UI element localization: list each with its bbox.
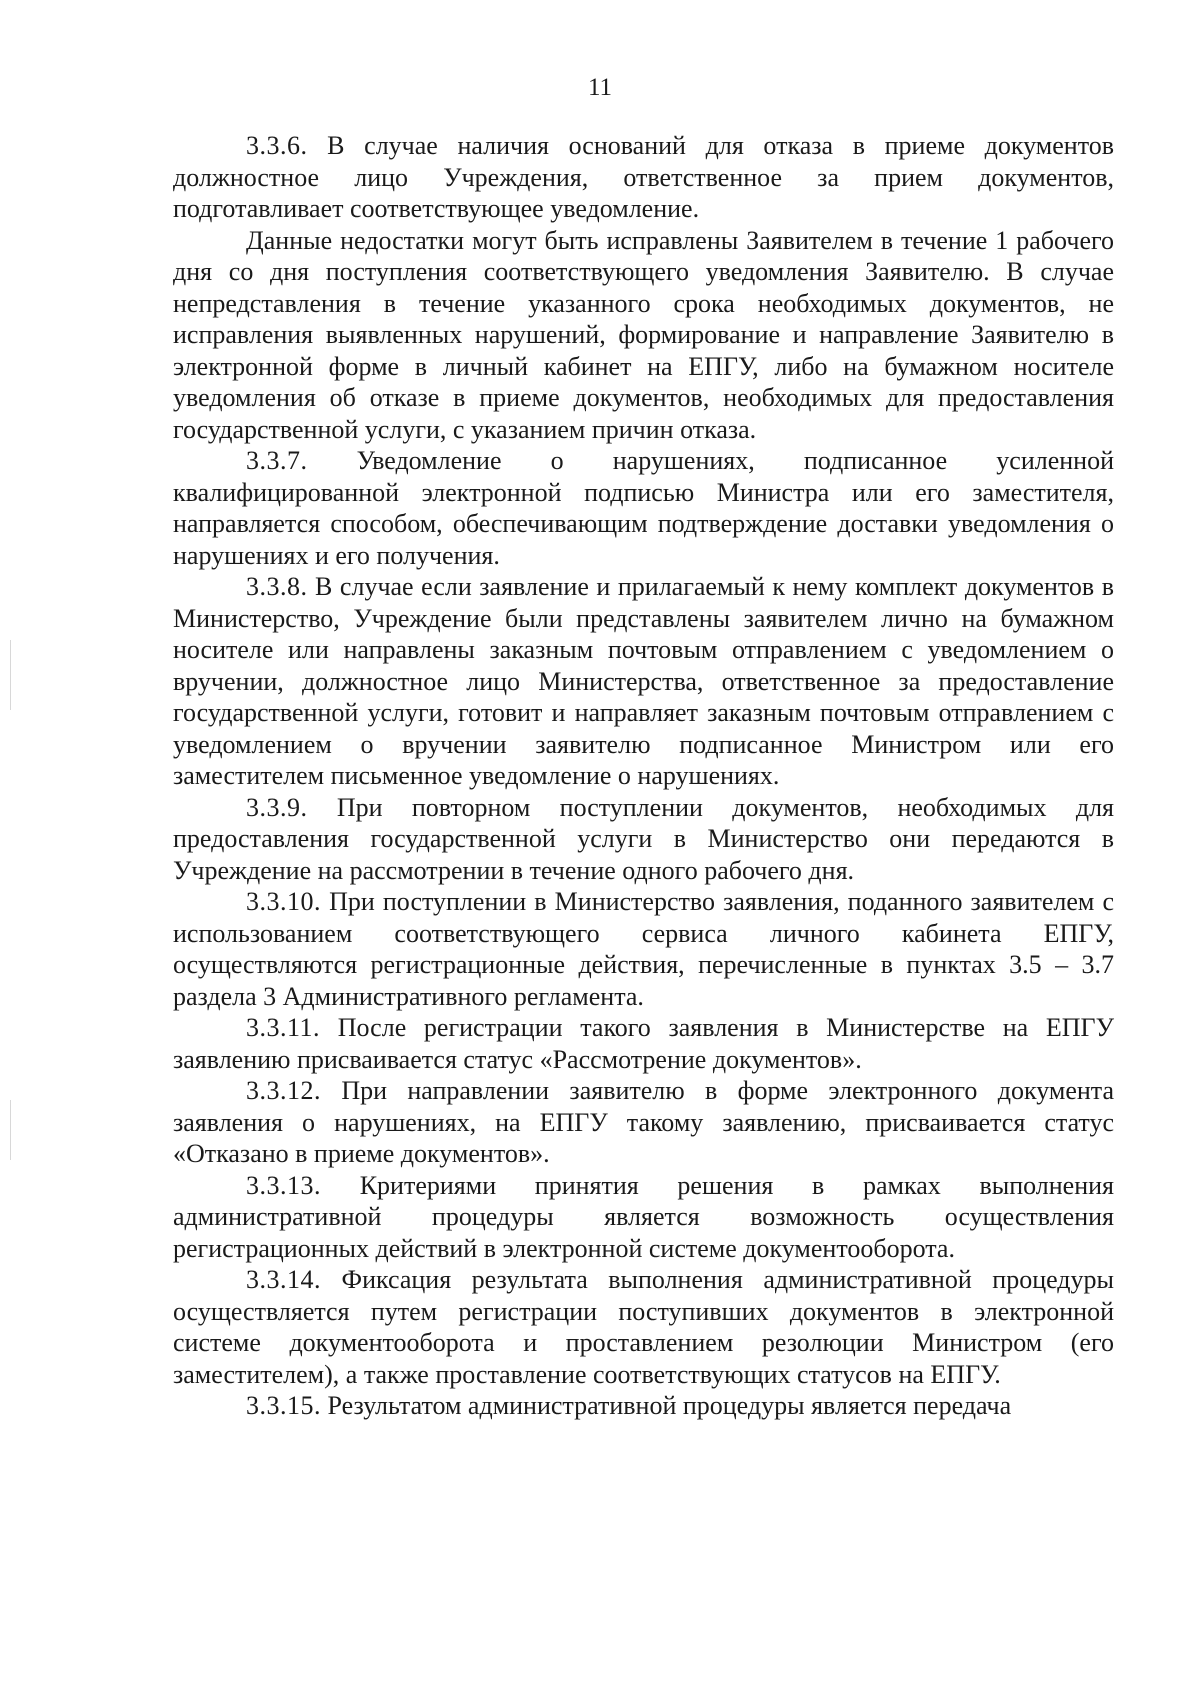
paragraph-3-3-13	[173, 1170, 1114, 1265]
paragraph-number: 3.3.13.	[246, 1170, 321, 1200]
paragraph-text: При направлении заявителю в форме электронного документа заявления о нарушениях, на ЕПГУ такому заявлению, присваивается статус «Отказано в приеме документов».	[173, 1076, 1114, 1168]
paragraph-text: При повторном поступлении документов, необходимых для предоставления государственной услуги в Министерство они передаются в Учреждение на рассмотрении в течение одного рабочего дня.	[173, 792, 1114, 885]
paragraph-text: Фиксация результата выполнения административной процедуры осуществляется путем регистрации поступивших документов в электронной системе документооборота и проставлением резолюции Министром (его заместителем), а также проставление соответствующих статусов на ЕПГУ.	[173, 1265, 1115, 1389]
paragraph-text: Критериями принятия решения в рамках выполнения административной процедуры является возможность осуществления регистрационных действий в электронной системе документооборота.	[173, 1170, 1114, 1263]
paragraph-number: 3.3.9.	[246, 792, 308, 822]
paragraph-3-3-14	[173, 1264, 1114, 1390]
paragraph-3-3-15	[173, 1390, 1114, 1422]
paragraph-text: В случае если заявление и прилагаемый к нему комплект документов в Министерство, Учреждение были представлены заявителем лично на бумажном носителе или направлены заказным почтовым отправлением с уведомлением о вручении, должностное лицо Министерства, ответственное за предоставление государственной услуги, готовит и направляет заказным почтовым отправлением с уведомлением о вручении заявителю подписанное Министром или его заместителем письменное уведомление о нарушениях.	[173, 572, 1114, 790]
paragraph-number: 3.3.6.	[246, 131, 308, 160]
paragraph-3-3-11	[173, 1012, 1114, 1075]
paragraph-number: 3.3.14.	[246, 1265, 321, 1294]
paragraph-text: Результатом административной процедуры является передача	[327, 1391, 1012, 1420]
paragraph-number: 3.3.11.	[246, 1013, 321, 1042]
paragraph-3-3-12	[173, 1075, 1114, 1170]
paragraph-number: 3.3.8.	[246, 572, 308, 601]
paragraph-3-3-7	[173, 445, 1114, 571]
paragraph-text: Уведомление о нарушениях, подписанное усиленной квалифицированной электронной подписью Министра или его заместителя, направляется способом, обеспечивающим подтверждение доставки уведомления о нарушениях и его получения.	[173, 446, 1115, 570]
paragraph-number: 3.3.15.	[246, 1391, 321, 1420]
paragraph-text: В случае наличия оснований для отказа в приеме документов должностное лицо Учреждения, ответственное за прием документов, подготавливает соответствующее уведомление.	[173, 131, 1114, 223]
scan-edge-mark	[10, 1100, 11, 1160]
paragraph-number: 3.3.12.	[246, 1076, 321, 1105]
paragraph-number: 3.3.7.	[246, 446, 308, 475]
paragraph-number: 3.3.10.	[246, 887, 321, 916]
paragraph-3-3-9	[173, 792, 1114, 887]
paragraph-3-3-8	[173, 571, 1114, 792]
paragraph-text: После регистрации такого заявления в Министерстве на ЕПГУ заявлению присваивается статус «Рассмотрение документов».	[173, 1013, 1114, 1074]
page-number: 11	[587, 74, 613, 101]
document-body	[173, 130, 1114, 1422]
paragraph-3-3-6	[173, 130, 1114, 225]
paragraph-text: При поступлении в Министерство заявления, поданного заявителем с использованием соответствующего сервиса личного кабинета ЕПГУ, осуществляются регистрационные действия, перечисленные в пунктах 3.5 – 3.7 раздела 3 Административного регламента.	[173, 887, 1115, 1011]
paragraph-deficiencies	[173, 225, 1114, 446]
paragraph-text: Данные недостатки могут быть исправлены Заявителем в течение 1 рабочего дня со дня поступления соответствующего уведомления Заявителю. В случае непредставления в течение указанного срока необходимых документов, не исправления выявленных нарушений, формирование и направление Заявителю в электронной форме в личный кабинет на ЕПГУ, либо на бумажном носителе уведомления об отказе в приеме документов, необходимых для предоставления государственной услуги, с указанием причин отказа.	[173, 225, 1114, 444]
scan-edge-mark	[10, 640, 11, 710]
paragraph-3-3-10	[173, 886, 1114, 1012]
